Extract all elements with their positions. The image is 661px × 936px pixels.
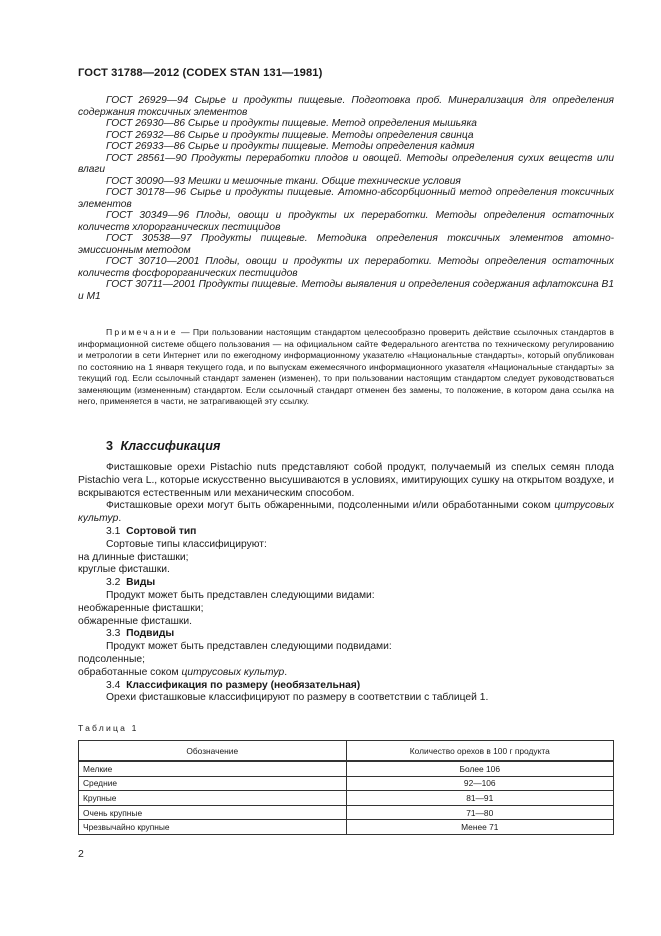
reference-item: ГОСТ 30710—2001 Плоды, овощи и продукты их переработки. Методы определения остаточных количеств фосфорорганических пестицидов <box>78 256 614 279</box>
list-item-italic: цитрусовых культур <box>181 666 285 678</box>
size-classification-table <box>78 740 614 835</box>
normative-references-list <box>78 95 614 302</box>
table-caption: Таблица 1 <box>78 723 139 733</box>
table-cell: Очень крупные <box>79 805 347 820</box>
subsection-number: 3.3 <box>106 628 121 640</box>
table-header-cell: Обозначение <box>79 741 347 762</box>
paragraph-italic: цитрусовых культур <box>78 500 614 525</box>
page-number: 2 <box>78 848 84 860</box>
note-text: — При пользовании настоящим стандартом целесообразно проверить действие ссылочных стандартов в информационной системе общего пользования — на официальном сайте Федерального агентства по техническому регулированию и метрологии в сети Интернет или по ежегодному информационному указателю «Национальные стандарты», который опубликован по состоянию на 1 января текущего года, и по выпускам ежемесячного информационного указателя «Национальные стандарты» за текущий год. Если ссылочный стандарт заменен (изменен), то при пользовании настоящим стандартом следует руководствоваться заменяющим (измененным) стандартом. Если ссылочный стандарт отменен без замены, то положение, в котором дана ссылка на него, применяется в части, не затрагивающей эту ссылку. <box>78 327 614 407</box>
table-cell: Средние <box>79 776 347 791</box>
subsection-heading <box>78 577 614 590</box>
paragraph-text: . <box>118 513 122 525</box>
note-paragraph <box>78 327 614 408</box>
subsection-title: Сортовой тип <box>126 525 197 537</box>
table-cell: 71—80 <box>346 805 614 820</box>
table-cell: 81—91 <box>346 791 614 806</box>
table-cell: Крупные <box>79 791 347 806</box>
list-item: круглые фисташки. <box>78 564 170 576</box>
table-row <box>79 820 614 835</box>
subsection-heading <box>78 680 614 693</box>
table-cell: 92—106 <box>346 776 614 791</box>
list-item-text: обработанные соком <box>78 666 182 678</box>
paragraph: Орехи фисташковые классифицируют по размеру в соответствии с таблицей 1. <box>106 692 489 704</box>
reference-item: ГОСТ 30711—2001 Продукты пищевые. Методы выявления и определения содержания афлатоксина В1 и М1 <box>78 279 614 302</box>
table-cell: Чрезвычайно крупные <box>79 820 347 835</box>
paragraph: Сортовые типы классифицируют: <box>106 538 267 550</box>
reference-item: ГОСТ 26930—86 Сырье и продукты пищевые. Метод определения мышьяка <box>106 118 477 129</box>
subsection-title: Подвиды <box>126 628 175 640</box>
reference-item: ГОСТ 30349—96 Плоды, овощи и продукты их переработки. Методы определения остаточных количеств хлорорганических пестицидов <box>78 210 614 233</box>
section-heading <box>106 439 220 453</box>
reference-item: ГОСТ 30538—97 Продукты пищевые. Методика определения токсичных элементов атомно-эмиссионным методом <box>78 233 614 256</box>
note-label: Примечание <box>106 327 178 337</box>
section-body <box>78 462 614 705</box>
subsection-title: Классификация по размеру (необязательная) <box>126 679 361 691</box>
subsection-title: Виды <box>126 577 156 589</box>
reference-item: ГОСТ 28561—90 Продукты переработки плодов и овощей. Методы определения сухих веществ или влаги <box>78 152 614 175</box>
section-number: 3 <box>106 439 114 453</box>
subsection-heading <box>78 628 614 641</box>
reference-item: ГОСТ 26929—94 Сырье и продукты пищевые. Подготовка проб. Минерализация для определения содержания токсичных элементов <box>78 95 614 118</box>
table-header-cell: Количество орехов в 100 г продукта <box>346 741 614 762</box>
list-item: необжаренные фисташки; <box>78 602 204 614</box>
list-item <box>78 667 614 680</box>
list-item: подсоленные; <box>78 653 145 665</box>
table-cell: Мелкие <box>79 761 347 776</box>
paragraph: Продукт может быть представлен следующими видами: <box>106 589 375 601</box>
table-row <box>79 805 614 820</box>
list-item: обжаренные фисташки. <box>78 615 193 627</box>
paragraph <box>78 500 614 526</box>
paragraph: Продукт может быть представлен следующими подвидами: <box>106 641 392 653</box>
table-header-row <box>79 741 614 762</box>
reference-item: ГОСТ 30090—93 Мешки и мешочные ткани. Общие технические условия <box>106 175 461 187</box>
list-item-text: . <box>284 666 288 678</box>
section-title: Классификация <box>120 439 221 453</box>
reference-item: ГОСТ 26932—86 Сырье и продукты пищевые. Методы определения свинца <box>106 129 474 141</box>
subsection-number: 3.2 <box>106 577 121 589</box>
table-row <box>79 776 614 791</box>
reference-item: ГОСТ 26933—86 Сырье и продукты пищевые. Методы определения кадмия <box>106 141 475 152</box>
reference-item: ГОСТ 30178—96 Сырье и продукты пищевые. Атомно-абсорбционный метод определения токсичных элементов <box>78 187 614 210</box>
paragraph: Фисташковые орехи Pistachio nuts представляют собой продукт, получаемый из спелых семян плода Pistachio vera L., которые искусственно высушиваются в условиях, имитирующих сушку на открытом воздухе, и вскрываются естественным или механическим способом. <box>78 462 614 499</box>
table-row <box>79 761 614 776</box>
subsection-heading <box>78 526 614 539</box>
document-header: ГОСТ 31788—2012 (CODEX STAN 131—1981) <box>78 67 323 79</box>
subsection-number: 3.4 <box>106 679 121 691</box>
table-row <box>79 791 614 806</box>
table-cell: Менее 71 <box>346 820 614 835</box>
list-item: на длинные фисташки; <box>78 551 189 563</box>
subsection-number: 3.1 <box>106 525 121 537</box>
paragraph-text: Фисташковые орехи могут быть обжаренными, подсоленными и/или обработанными соком <box>106 500 555 512</box>
table-cell: Более 106 <box>346 761 614 776</box>
